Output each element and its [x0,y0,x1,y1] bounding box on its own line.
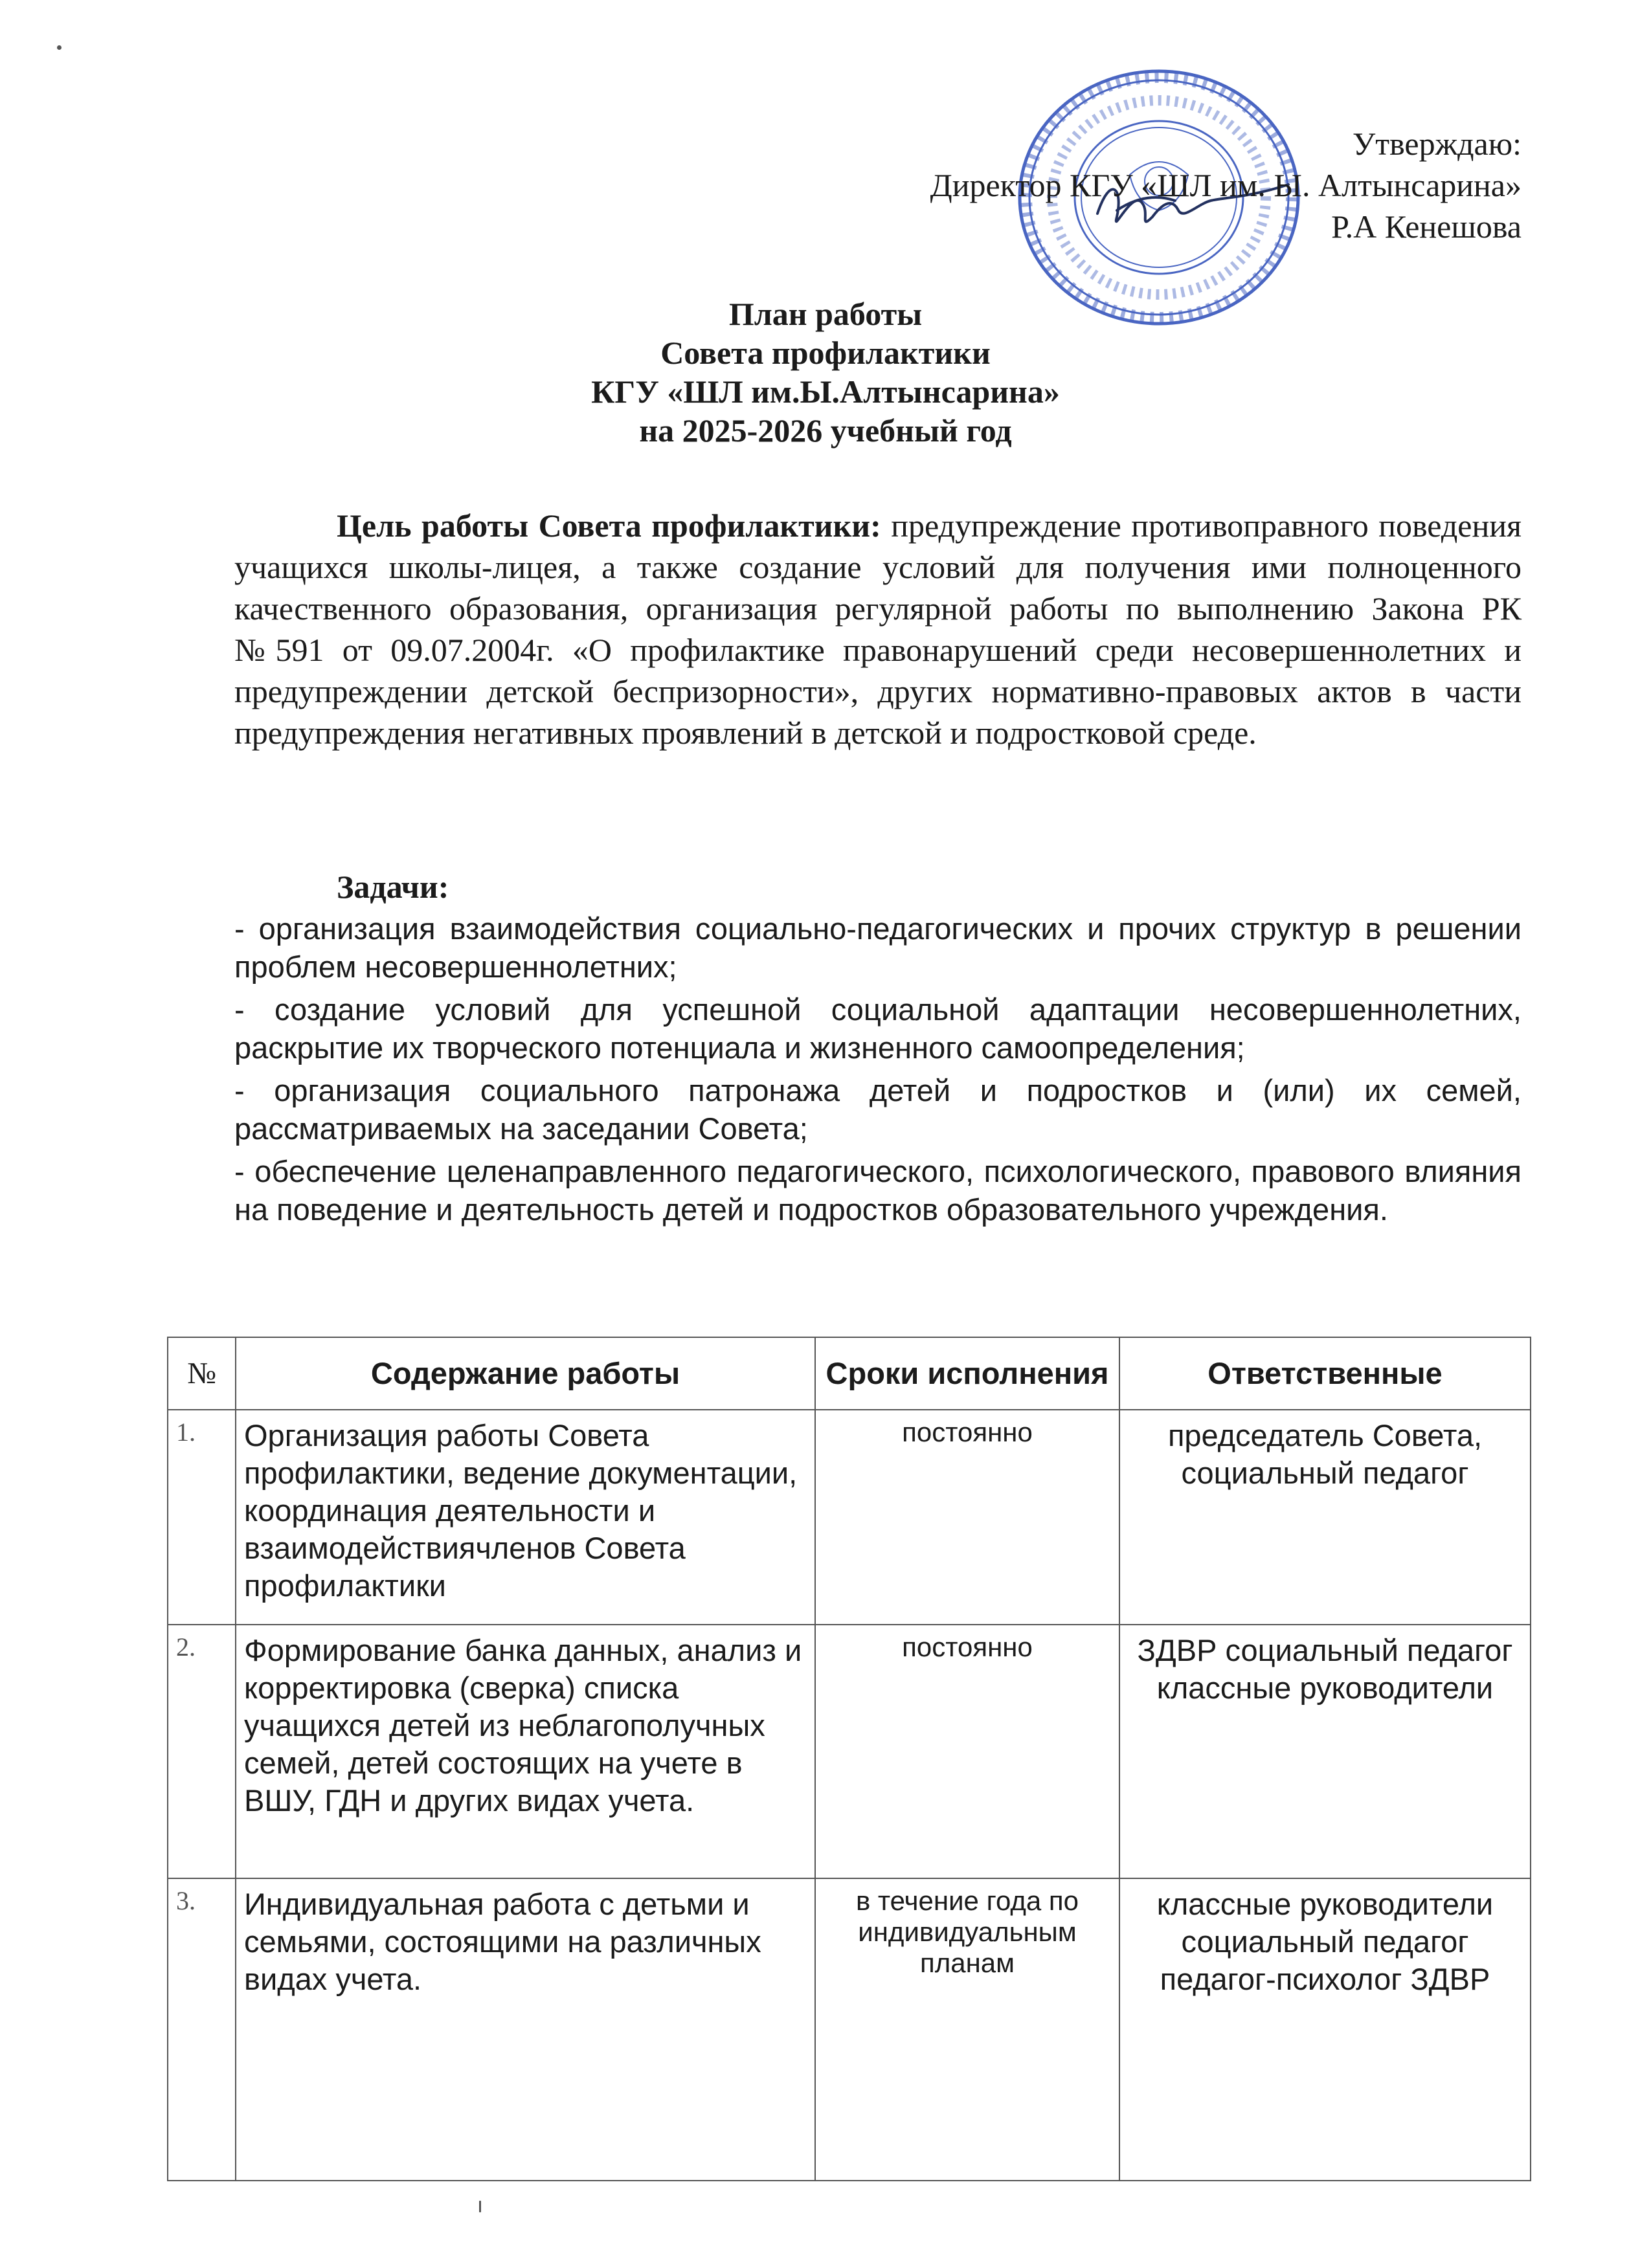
row-responsible: председатель Совета, социальный педагог [1119,1410,1531,1625]
row-work: Организация работы Совета профилактики, ведение документации, координация деятельности и взаимодействиячленов Совета профилактики [236,1410,815,1625]
approval-name: Р.А Кенешова [1331,208,1522,245]
header-work: Содержание работы [236,1337,815,1410]
row-term: постоянно [815,1625,1119,1878]
tasks-list [234,909,1522,1233]
row-number: 3. [168,1878,236,2181]
tasks-heading: Задачи: [337,869,449,905]
row-number: 2. [168,1625,236,1878]
table-row [168,1625,1531,1878]
table-row [168,1878,1531,2181]
row-responsible: ЗДВР социальный педагог классные руководители [1119,1625,1531,1878]
goal-text: предупреждение противоправного поведения учащихся школы-лицея, а также создание условий для получения ими полноценного качественного образования, организация регулярной работы по выполнению Закона РК №591 от 09.07.2004г. «О профилактике правонарушений среди несовершеннолетних и предупреждении детской беспризорности», других нормативно-правовых актов в части предупреждения негативных проявлений в детской и подростковой среде. [234,507,1522,751]
row-term: постоянно [815,1410,1119,1625]
goal-paragraph [234,505,1522,753]
header-number: № [168,1337,236,1410]
title-line: на 2025-2026 учебный год [639,412,1012,449]
row-responsible: классные руководители социальный педагог педагог-психолог ЗДВР [1119,1878,1531,2181]
header-term: Сроки исполнения [815,1337,1119,1410]
task-item: - организация социального патронажа детей и подростков и (или) их семей, рассматриваемых на заседании Совета; [234,1073,1522,1146]
task-item: - обеспечение целенаправленного педагогического, психологического, правового влияния на поведение и деятельность детей и подростков образовательного учреждения. [234,1154,1522,1227]
goal-lead: Цель работы Совета профилактики: [337,507,881,544]
approval-line: Утверждаю: [1352,126,1522,162]
task-item: - создание условий для успешной социальной адаптации несовершеннолетних, раскрытие их творческого потенциала и жизненного самоопределения; [234,992,1522,1065]
title-line: План работы [728,296,923,332]
work-plan-table [167,1337,1531,2181]
table-row [168,1410,1531,1625]
row-work: Формирование банка данных, анализ и корректировка (сверка) списка учащихся детей из неблагополучных семей, детей состоящих на учете в ВШУ, ГДН и других видах учета. [236,1625,815,1878]
approval-director: Директор КГУ «ШЛ им. Ы. Алтынсарина» [930,167,1522,203]
table-header-row [168,1337,1531,1410]
row-work: Индивидуальная работа с детьми и семьями, состоящими на различных видах учета. [236,1878,815,2181]
header-responsible: Ответственные [1119,1337,1531,1410]
scan-speck [57,45,62,50]
title-line: Совета профилактики [660,335,991,371]
row-number: 1. [168,1410,236,1625]
task-item: - организация взаимодействия социально-педагогических и прочих структур в решении проблем несовершеннолетних; [234,911,1522,984]
approval-block [930,123,1522,247]
document-title [0,295,1651,450]
scan-speck [479,2201,481,2212]
title-line: КГУ «ШЛ им.Ы.Алтынсарина» [591,373,1060,410]
row-term: в течение года по индивидуальным планам [815,1878,1119,2181]
